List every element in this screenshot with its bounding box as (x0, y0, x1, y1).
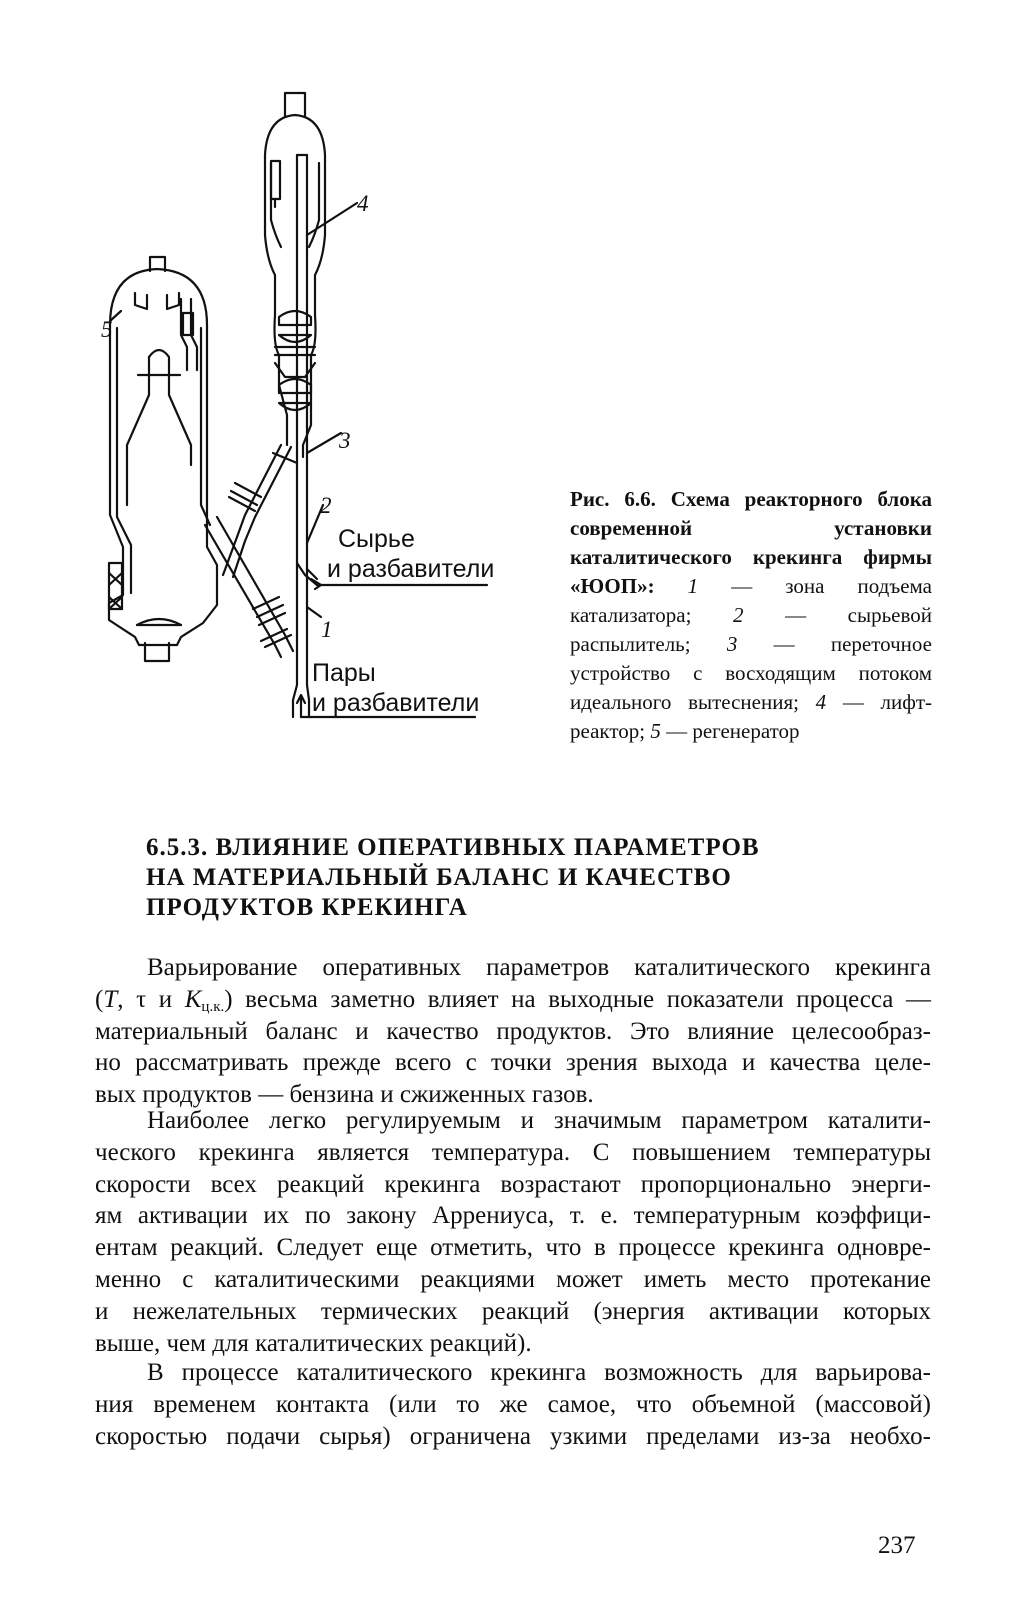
reactor-vessel (265, 93, 325, 457)
reactor-block-diagram (95, 85, 505, 725)
label-3: 3 (339, 428, 351, 453)
caption-item-5-text: — регенератор (660, 719, 800, 743)
caption-item-4-num: 4 (815, 690, 827, 714)
feed-label-line1: Сырье (338, 525, 415, 553)
p2-line-3: скорости всех реакций крекинга возрастают пропорционально энерги- (95, 1170, 931, 1198)
heading-line-2: НА МАТЕРИАЛЬНЫЙ БАЛАНС И КАЧЕСТВО (146, 864, 732, 891)
catalyst-transfer-lines (205, 445, 297, 657)
p1-open-paren: ( (95, 985, 104, 1013)
label-5: 5 (101, 317, 113, 342)
label-4: 4 (357, 191, 369, 216)
p1-line-5: вых продуктов — бензина и сжиженных газов. (95, 1081, 594, 1109)
caption-item-4-text: — лифт-реактор; (570, 690, 932, 743)
p1-line-2 (95, 984, 931, 1016)
paragraph-1 (95, 952, 931, 1111)
caption-item-5-num: 5 (650, 719, 661, 743)
regenerator-vessel (109, 257, 217, 661)
p1-line-1: Варьирование оперативных параметров каталитического крекинга (147, 954, 931, 981)
caption-item-3-text: — переточное устройство с восходящим потоком идеального вытеснения; (570, 632, 932, 714)
page-number: 237 (878, 1532, 916, 1559)
p1-line-4: но рассматривать прежде всего с точки зрения выхода и качества целе- (95, 1049, 931, 1077)
p2-line-1: Наиболее легко регулируемым и значимым параметром каталити- (147, 1107, 931, 1134)
p1-mid-text: , τ и (117, 985, 185, 1013)
section-heading (146, 833, 846, 923)
heading-line-1: 6.5.3. ВЛИЯНИЕ ОПЕРАТИВНЫХ ПАРАМЕТРОВ (146, 834, 760, 861)
p1-line-2-rest: ) весьма заметно влияет на выходные показатели процесса — (224, 985, 931, 1013)
p1-line-3: материальный баланс и качество продуктов. Это влияние целесообраз- (95, 1017, 931, 1045)
p2-line-7: и нежелательных термических реакций (энергия активации которых (95, 1297, 931, 1325)
caption-item-3-num: 3 (726, 632, 738, 656)
caption-item-2-num: 2 (733, 603, 744, 627)
feed-label-line2: и разбавители (327, 555, 495, 583)
symbol-T: T (103, 985, 118, 1013)
p3-line-3: скоростью подачи сырья) ограничена узкими пределами из-за необхо- (95, 1422, 931, 1450)
label-1: 1 (321, 617, 333, 642)
label-2: 2 (320, 493, 332, 518)
p2-line-6: менно с каталитическими реакциями может иметь место протекание (95, 1265, 931, 1293)
p3-line-1: В процессе каталитического крекинга возможность для варьирова- (147, 1359, 931, 1386)
heading-line-3: ПРОДУКТОВ КРЕКИНГА (146, 894, 468, 921)
caption-item-1-text: — зона подъема катализатора; (570, 574, 932, 627)
p2-line-8: выше, чем для каталитических реакций). (95, 1329, 532, 1357)
caption-item-1-num: 1 (687, 574, 699, 598)
p3-line-2: ния временем контакта (или то же самое, что объемной (массовой) (95, 1390, 931, 1418)
caption-title: Рис. 6.6. Схема реакторного блока современной установки каталитического крекинга фирмы «ЮОП»: (570, 487, 932, 598)
symbol-K-subscript: ц.к. (201, 998, 225, 1015)
paragraph-2 (95, 1105, 931, 1359)
caption-item-2-text: — сырьевой распылитель; (570, 603, 932, 656)
vapor-label-line1: Пары (312, 659, 376, 687)
figure-caption (570, 485, 932, 746)
p2-line-2: ческого крекинга является температура. С повышением температуры (95, 1138, 931, 1166)
vapor-label-line2: и разбавители (312, 689, 480, 717)
p2-line-5: ентам реакций. Следует еще отметить, что в процессе крекинга одновре- (95, 1234, 931, 1262)
riser-pipe (293, 155, 309, 717)
symbol-K: K (184, 985, 202, 1013)
p2-line-4: ям активации их по закону Аррениуса, т. е. температурным коэффици- (95, 1202, 931, 1230)
paragraph-3 (95, 1357, 931, 1452)
reactor-diagram-svg (95, 85, 505, 725)
